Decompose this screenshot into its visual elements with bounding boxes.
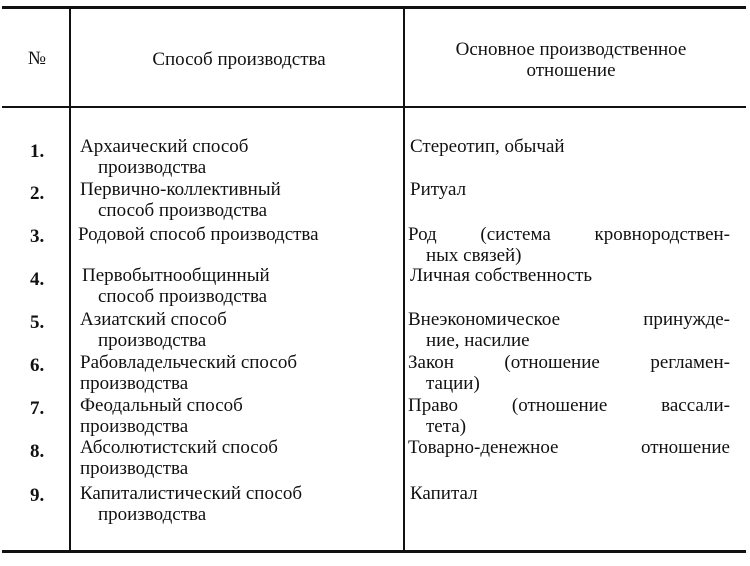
table-top-rule (2, 6, 746, 9)
row-7-num: 7. (30, 398, 45, 419)
row-7-relation-line1: Право (отношение вассали- (408, 395, 730, 416)
row-6-num: 6. (30, 355, 45, 376)
column-divider-2 (403, 9, 405, 550)
row-9-num: 9. (30, 485, 45, 506)
row-3-relation-line1: Род (система кровнородствен- (408, 224, 730, 245)
row-3-num: 3. (30, 226, 45, 247)
row-2-method-line1: Первично-коллективный (80, 179, 281, 200)
row-2-relation-line1: Ритуал (410, 179, 467, 200)
row-8-method-line1: Абсолютистский способ (80, 437, 278, 458)
row-5-relation-line1: Внеэкономическое принужде- (408, 309, 730, 330)
header-method: Способ производства (152, 49, 326, 70)
row-3-method-line1: Родовой способ производства (78, 224, 319, 245)
row-4-relation-line1: Личная собственность (410, 265, 593, 286)
row-2-num: 2. (30, 183, 45, 204)
row-6-method-line2: производства (80, 373, 189, 394)
row-1-num: 1. (30, 141, 45, 162)
row-8-num: 8. (30, 441, 45, 462)
row-4-num: 4. (30, 269, 45, 290)
row-5-method-line2: производства (98, 330, 207, 351)
row-6-relation-line2: тации) (426, 373, 480, 394)
header-rule (2, 106, 746, 108)
row-7-method-line1: Феодальный способ (80, 395, 243, 416)
row-4-method-line2: способ производства (98, 286, 268, 307)
row-1-relation-line1: Стереотип, обычай (410, 136, 565, 157)
row-8-relation-line1: Товарно-денежное отношение (408, 437, 730, 458)
column-divider-1 (69, 9, 71, 550)
row-5-num: 5. (30, 312, 45, 333)
row-9-method-line2: производства (98, 504, 207, 525)
header-num: № (27, 48, 47, 69)
row-7-relation-line2: тета) (426, 416, 467, 437)
table-bottom-rule (2, 550, 746, 553)
row-4-method-line1: Первобытнообщинный (82, 265, 270, 286)
header-relation-line2: отношение (526, 60, 616, 81)
row-9-relation-line1: Капитал (410, 483, 478, 504)
row-5-relation-line2: ние, насилие (426, 330, 530, 351)
row-7-method-line2: производства (80, 416, 189, 437)
row-1-method-line2: производства (98, 157, 207, 178)
row-9-method-line1: Капиталистический способ (80, 483, 303, 504)
row-5-method-line1: Азиатский способ (80, 309, 227, 330)
header-relation-line1: Основное производственное (455, 39, 687, 60)
row-3-relation-line2: ных связей) (426, 245, 522, 266)
row-6-method-line1: Рабовладельческий способ (80, 352, 297, 373)
row-2-method-line2: способ производства (98, 200, 268, 221)
row-1-method-line1: Архаический способ (80, 136, 249, 157)
row-8-method-line2: производства (80, 458, 189, 479)
row-6-relation-line1: Закон (отношение регламен- (408, 352, 730, 373)
